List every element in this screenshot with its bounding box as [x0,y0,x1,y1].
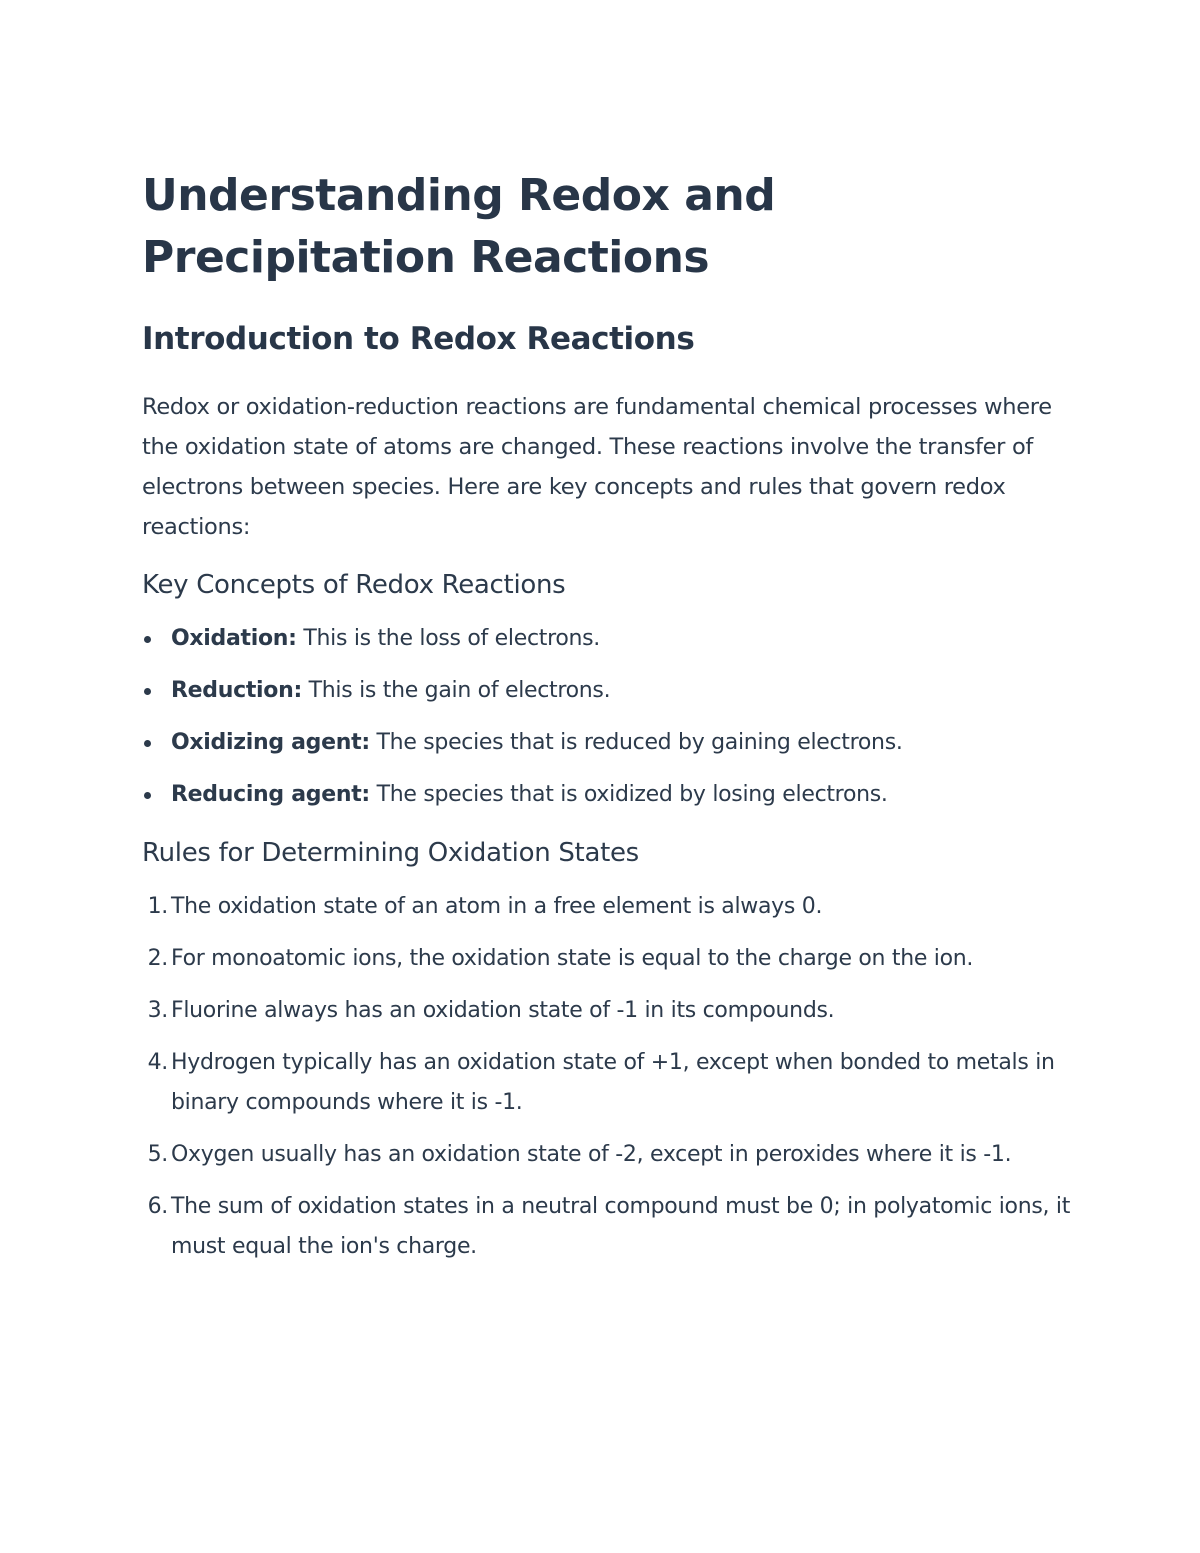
concepts-heading: Key Concepts of Redox Reactions [142,570,566,600]
rule-item [142,1135,1072,1175]
concept-separator: : [361,730,370,755]
bullet-icon [144,792,151,799]
section-heading: Introduction to Redox Reactions [142,321,695,357]
rule-item [142,1043,1072,1123]
concept-separator: : [361,782,370,807]
rule-text: Oxygen usually has an oxidation state of -2, except in peroxides where it is -1. [171,1142,1012,1167]
rule-number: 4. [147,1050,168,1075]
concept-separator: : [288,626,297,651]
concept-text: The species that is oxidized by losing electrons. [369,782,888,807]
concept-term: Oxidation [171,626,289,651]
rule-number: 5. [147,1142,168,1167]
rule-text: The oxidation state of an atom in a free element is always 0. [171,894,823,919]
concepts-list [142,619,1072,815]
intro-paragraph: Redox or oxidation-reduction reactions are fundamental chemical processes where the oxidation state of atoms are changed. These reactions involve the transfer of electrons between species. Here are key concepts and rules that govern redox reactions: [142,394,1052,540]
rule-item [142,1187,1072,1267]
concept-item [142,775,1072,815]
concept-term: Reducing agent [171,782,362,807]
concept-separator: : [293,678,302,703]
rule-text: Hydrogen typically has an oxidation state of +1, except when bonded to metals in binary compounds where it is -1. [171,1050,1055,1115]
bullet-icon [144,740,151,747]
bullet-icon [144,636,151,643]
rules-heading: Rules for Determining Oxidation States [142,838,639,868]
rule-text: For monoatomic ions, the oxidation state is equal to the charge on the ion. [171,946,974,971]
concept-text: This is the gain of electrons. [301,678,611,703]
bullet-icon [144,688,151,695]
rules-list [142,887,1072,1267]
document-title: Understanding Redox and Precipitation Reactions [142,170,776,283]
concept-item [142,619,1072,659]
rule-item [142,887,1072,927]
document-page [142,165,1072,1279]
concept-term: Reduction [171,678,294,703]
concept-item [142,723,1072,763]
concept-text: The species that is reduced by gaining electrons. [369,730,903,755]
rule-item [142,991,1072,1031]
concept-text: This is the loss of electrons. [296,626,600,651]
rule-text: Fluorine always has an oxidation state of -1 in its compounds. [171,998,835,1023]
rule-number: 3. [147,998,168,1023]
concept-item [142,671,1072,711]
concept-term: Oxidizing agent [171,730,362,755]
rule-number: 1. [147,894,168,919]
rule-number: 6. [147,1194,168,1219]
rule-text: The sum of oxidation states in a neutral compound must be 0; in polyatomic ions, it must equal the ion's charge. [171,1194,1071,1259]
rule-number: 2. [147,946,168,971]
rule-item [142,939,1072,979]
